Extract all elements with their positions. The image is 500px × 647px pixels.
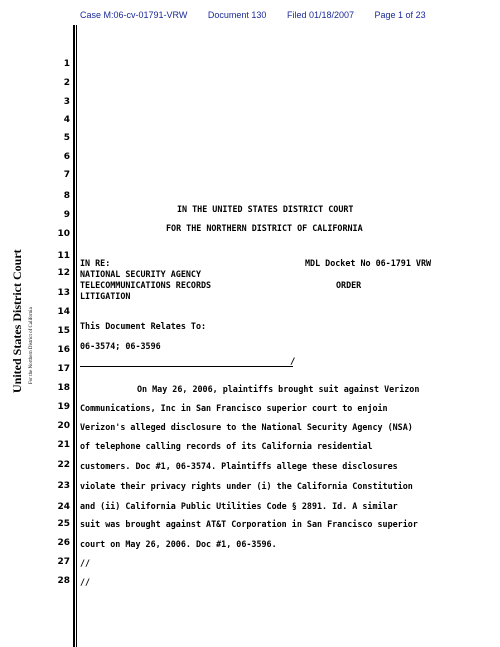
- line-number: 17: [57, 364, 70, 374]
- line-number: 23: [57, 481, 70, 491]
- body-line-26: court on May 26, 2006. Doc #1, 06-3596.: [80, 539, 277, 549]
- margin-rule-outer: [73, 25, 75, 647]
- party-line-1: NATIONAL SECURITY AGENCY: [80, 269, 202, 279]
- line-number: 22: [57, 460, 70, 470]
- line-number: 28: [57, 576, 70, 586]
- line-number: 4: [63, 115, 70, 125]
- body-line-25: suit was brought against AT&T Corporation in San Francisco superior: [80, 519, 418, 529]
- party-line-3: LITIGATION: [80, 291, 131, 301]
- body-line-24: and (ii) California Public Utilities Code § 2891. Id. A similar: [80, 501, 398, 511]
- in-re-label: IN RE:: [80, 258, 111, 268]
- line-number: 11: [57, 251, 70, 261]
- line-number: 8: [63, 191, 70, 201]
- line-number: 2: [63, 78, 70, 88]
- body-line-27: //: [80, 558, 91, 568]
- line-number: 10: [57, 229, 70, 239]
- body-line-22: customers. Doc #1, 06-3574. Plaintiffs allege these disclosures: [80, 461, 398, 471]
- court-district: For the Northern District of California: [29, 307, 34, 384]
- body-line-21: of telephone calling records of its California residential: [80, 441, 373, 451]
- line-number: 7: [63, 170, 70, 180]
- line-number: 20: [57, 421, 70, 431]
- line-number: 27: [57, 557, 70, 567]
- body-line-23: violate their privacy rights under (i) the California Constitution: [80, 481, 413, 491]
- body-line-28: //: [80, 577, 91, 587]
- court-sidebar: [10, 249, 34, 393]
- relates-to: This Document Relates To:: [80, 321, 207, 331]
- line-number: 3: [63, 97, 70, 107]
- case-number: Case M:06-cv-01791-VRW: [80, 10, 188, 20]
- document-number: Document 130: [207, 10, 267, 20]
- document-type: ORDER: [336, 280, 362, 290]
- line-number: 9: [63, 210, 70, 220]
- line-number: 13: [57, 288, 70, 298]
- docket-number: MDL Docket No 06-1791 VRW: [305, 258, 432, 268]
- line-number: 18: [57, 383, 70, 393]
- line-number: 12: [57, 268, 70, 278]
- body-line-18: On May 26, 2006, plaintiffs brought suit against Verizon: [137, 384, 420, 394]
- line-number: 21: [57, 440, 70, 450]
- filing-header: [80, 10, 490, 22]
- line-number: 15: [57, 326, 70, 336]
- caption-slash: /: [290, 357, 296, 367]
- margin-rule-inner: [76, 25, 77, 647]
- body-line-20: Verizon's alleged disclosure to the National Security Agency (NSA): [80, 422, 413, 432]
- related-cases: 06-3574; 06-3596: [80, 341, 161, 351]
- line-number: 14: [57, 307, 70, 317]
- line-number: 5: [63, 133, 70, 143]
- line-number: 25: [57, 519, 70, 529]
- caption-rule: [80, 366, 293, 367]
- body-line-19: Communications, Inc in San Francisco superior court to enjoin: [80, 403, 388, 413]
- court-title: IN THE UNITED STATES DISTRICT COURT: [177, 204, 354, 214]
- court-name: United States District Court: [10, 249, 24, 393]
- line-number: 16: [57, 345, 70, 355]
- line-number: 24: [57, 502, 70, 512]
- line-number: 26: [57, 538, 70, 548]
- line-number: 19: [57, 402, 70, 412]
- line-number: 1: [63, 59, 70, 69]
- filed-date: Filed 01/18/2007: [286, 10, 355, 20]
- party-line-2: TELECOMMUNICATIONS RECORDS: [80, 280, 212, 290]
- page-indicator: Page 1 of 23: [374, 10, 426, 20]
- line-number: 6: [63, 152, 70, 162]
- court-district-title: FOR THE NORTHERN DISTRICT OF CALIFORNIA: [166, 223, 363, 233]
